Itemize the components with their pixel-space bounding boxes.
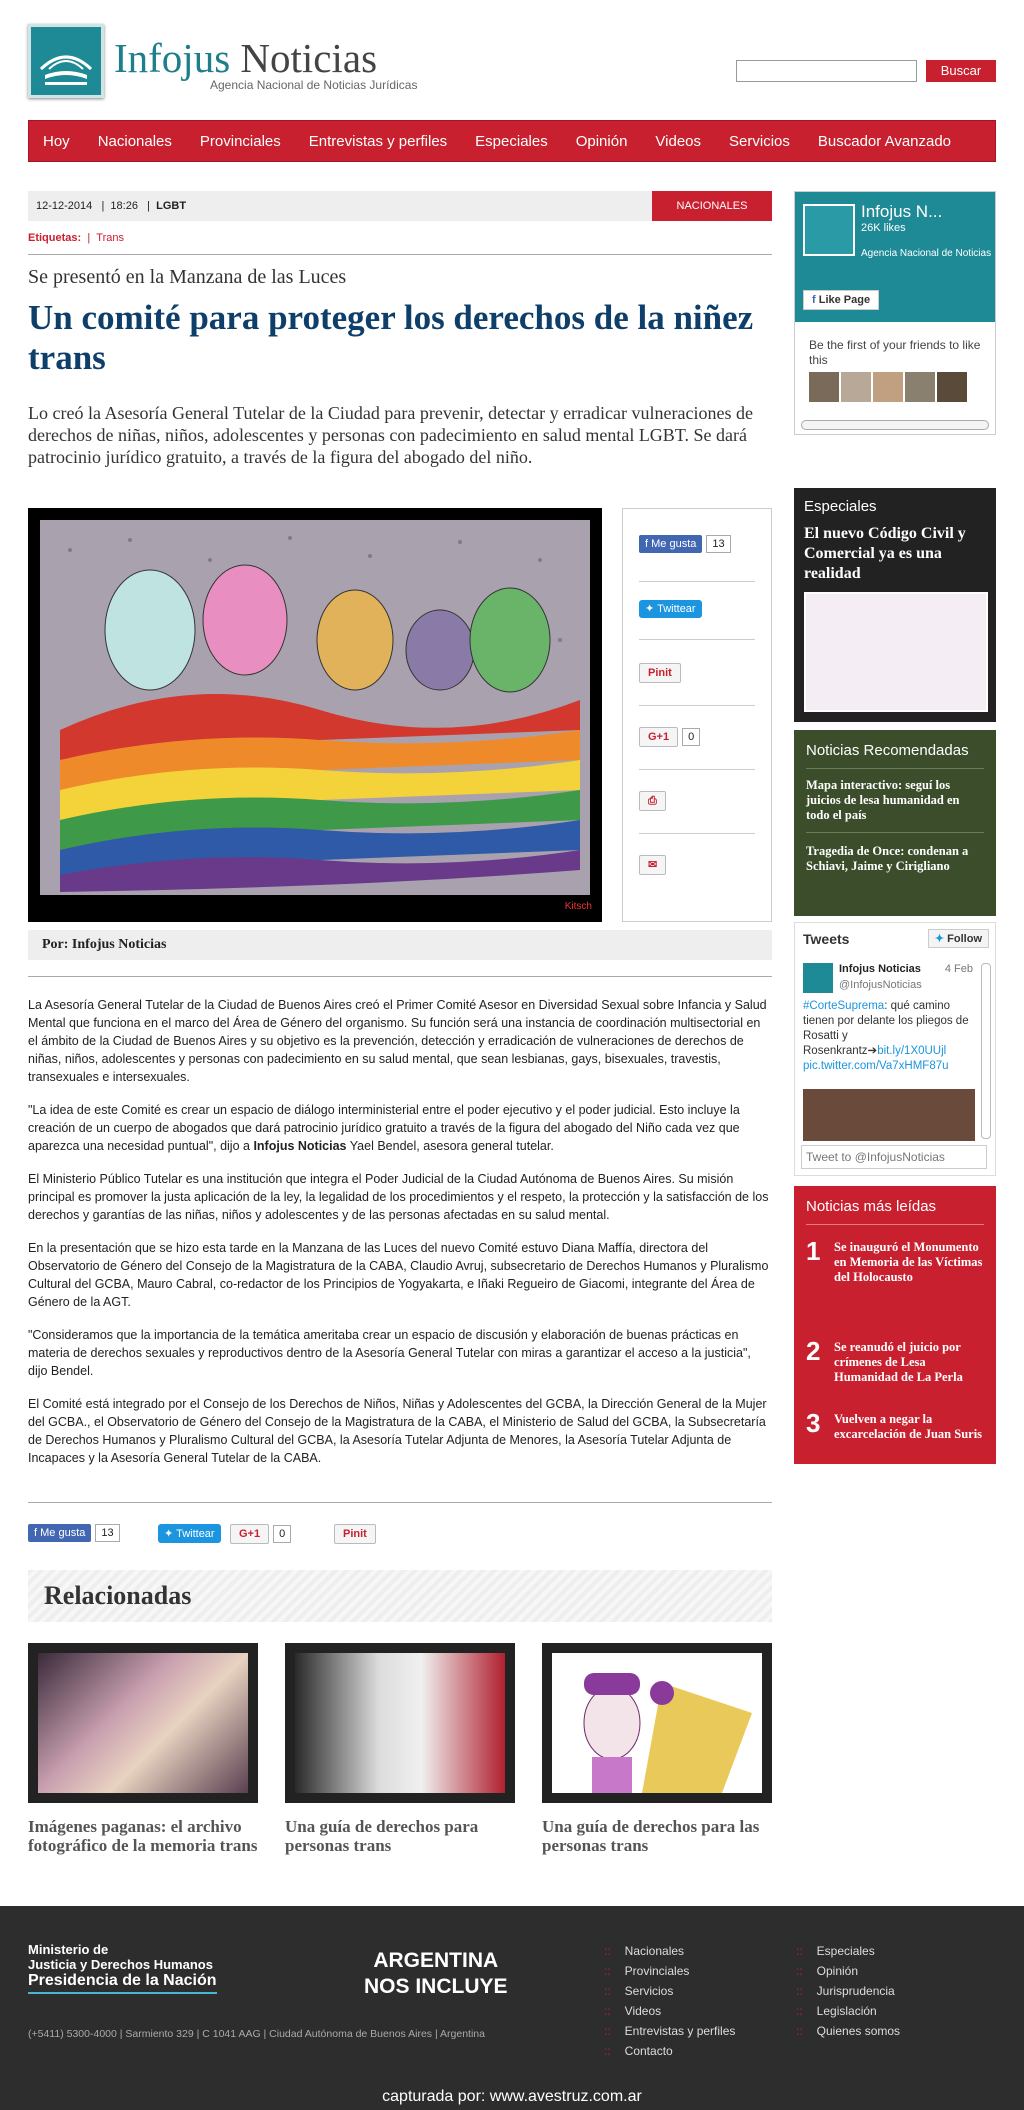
google-plus-count: 0 [273,1525,291,1543]
argentina-nos-incluye-logo: ARGENTINA NOS INCLUYE [364,1949,508,1998]
facebook-page-name[interactable]: Infojus N... [861,202,943,221]
facebook-like-button[interactable]: f Me gusta [28,1524,91,1542]
footer-link[interactable]: :: Legislación [796,2004,877,2018]
facebook-page-sub: Agencia Nacional de Noticias [861,248,992,259]
google-plus-button[interactable]: G+1 [639,727,678,747]
capture-caption: capturada por: www.avestruz.com.ar [382,2088,642,2105]
search-input[interactable] [736,60,917,82]
nav-item[interactable]: Especiales [475,132,548,150]
mas-leidas-heading: Noticias más leídas [806,1198,937,1215]
article-kicker: Se presentó en la Manzana de las Luces [28,266,347,288]
bottom-share-pinterest [334,1524,376,1544]
tweet-avatar[interactable] [803,963,833,993]
especiales-box [794,488,996,722]
tags-line: Etiquetas: | Trans [28,232,125,244]
twitter-timeline-widget [794,922,996,1176]
horizontal-scrollbar[interactable] [801,420,989,430]
article-meta-bar: 12-12-2014 | 18:26 | LGBT [28,191,652,221]
body-paragraph: El Ministerio Público Tutelar es una institución que integra el Poder Judicial de la Ciudad Autónoma de Buenos Aires. Su misión principal es promover la justa aplicación de la ley, la legalidad de los procedimientos y el respeto, la protección y la satisfacción de los derechos y garantías de las niñas, niños y adolescentes y de las personas afectadas en su salud mental. [28,1172,769,1222]
image-credit: Kitsch [564,901,592,912]
related-item[interactable] [28,1643,258,1855]
especiales-image[interactable] [804,592,988,712]
pinterest-pin-button[interactable]: Pinit [639,663,681,683]
bottom-share-facebook [28,1524,120,1542]
pinterest-pin-button[interactable]: Pinit [334,1524,376,1544]
facebook-icon: f [645,538,652,550]
nav-item[interactable]: Nacionales [97,132,172,150]
nav-item[interactable]: Provinciales [199,132,281,150]
related-title[interactable]: Una guía de derechos para las personas trans [542,1817,760,1855]
bullet-icon: :: [796,1944,803,1958]
bullet-icon: :: [796,1964,803,1978]
twitter-tweet-button[interactable]: ✦ Twittear [639,600,702,618]
related-thumbnail[interactable] [285,1643,515,1803]
bullet-icon: :: [796,2024,803,2038]
nav-item[interactable]: Buscador Avanzado [817,132,952,150]
nav-item[interactable]: Hoy [43,132,70,150]
rainbow-flag-illustration [40,520,590,895]
byline: Por: Infojus Noticias [28,930,772,960]
especiales-title[interactable]: El nuevo Código Civil y Comercial ya es una realidad [804,525,966,582]
facebook-page-cover[interactable] [795,192,995,322]
article-time: 18:26 [110,200,138,212]
divider [28,254,772,255]
footer-link[interactable]: :: Quienes somos [796,2024,901,2038]
mas-leidas-box: Noticias más leídas 1 Se inauguró el Monumento en Memoria de las Víctimas del Holocausto 2 Se reanudó el juicio por crímenes de Lesa Humanidad de La Perla 3 Vuelven a negar la excarcelación de Juan Suris [794,1186,996,1464]
related-thumbnail[interactable] [542,1643,772,1803]
printer-icon: ⎙ [648,795,657,807]
body-paragraph: En la presentación que se hizo esta tarde en la Manzana de las Luces del nuevo Comité estuvo Diana Maffía, directora del Observatorio de Género del Consejo de la Magistratura de la CABA, Claudio Avruj, subsecretario de Derechos Humanos y Pluralismo Cultural del GCBA, Mauro Cabral, co-redactor de los Principios de Yogyakarta, e Iñaki Regueiro de Giacomi, integrante del Área de Género de la AGT. [28,1241,769,1309]
footer-links-col-1 [604,1944,735,2064]
recomendadas-box [794,730,996,916]
tweets-heading: Tweets [803,931,850,947]
facebook-friends-text: Be the first of your friends to like this [809,338,981,367]
footer-link[interactable]: :: Especiales [796,1944,875,1958]
facebook-like-page-button[interactable]: f Like Page [803,290,879,310]
article-tag[interactable]: LGBT [156,200,187,212]
footer-link[interactable]: :: Opinión [796,1964,859,1978]
twitter-bird-icon: ✦ [164,1528,177,1540]
body-paragraph: "Consideramos que la importancia de la temática ameritaba crear un espacio de discusión y elaboración de buenas prácticas en materia de derechos sexuales y reproductivos dentro de la Asesoría General Tutelar con miras a garantizar el acceso a la justicia", dijo Bendel. [28,1328,751,1378]
especiales-heading: Especiales [804,498,877,515]
envelope-icon: ✉ [648,859,658,871]
body-paragraph: La Asesoría General Tutelar de la Ciudad de Buenos Aires creó el Primer Comité Asesor en Diversidad Sexual sobre Infancia y Salud Mental que funciona en el marco del Área de Género del organismo. Su función será una instancia de coordinación multisectorial en el ámbito de la Ciudad de Buenos Aires y su objetivo es la prevención, detección y erradicación de vulneraciones de derechos de niñas, niños, adolescentes y personas con padecimiento en su salud mental, que sean lesbianas, gays, bisexuales, travestis, transexuales e intersexuales. [28,998,767,1084]
bullet-icon: :: [604,1964,611,1978]
footer-address: (+5411) 5300-4000 | Sarmiento 329 | C 1041 AAG | Ciudad Autónoma de Buenos Aires | Argentina [28,2028,485,2040]
main-nav [28,120,996,162]
body-paragraph: El Comité está integrado por el Consejo de los Derechos de Niños, Niñas y Adolescentes del GCBA, la Dirección General de la Mujer del GCBA., el Observatorio de Género del Consejo de la Magistratura de la CABA, el Ministerio de Salud del GCBA, la Subsecretaría de Derechos Humanos y Pluralismo Cultural del GCBA, la Asesoría Tutelar Adjunta de Menores, la Asesoría Tutelar Adjunta de Incapaces y la Asesoría General Tutelar de la CABA. [28,1397,767,1465]
article-image [28,508,602,922]
tweet-to-input[interactable]: Tweet to @InfojusNoticias [801,1145,987,1169]
divider [28,1502,772,1503]
bullet-icon: :: [604,2044,611,2058]
article-body [28,996,772,1482]
vertical-scrollbar[interactable] [981,963,991,1139]
related-heading: Relacionadas [28,1570,772,1622]
article-date: 12-12-2014 [36,200,93,212]
footer-link[interactable]: :: Nacionales [604,1944,685,1958]
article-lead: Lo creó la Asesoría General Tutelar de la Ciudad para prevenir, detectar y erradicar vulneraciones de derechos de niñas, niños, adolescentes y personas con padecimiento en salud mental LGBT. Se dará patrocinio jurídico gratuito, a través de la figura del abogado del niño. [28,403,753,467]
facebook-page-likes: 26K likes [861,222,906,234]
facebook-icon: f [812,294,819,306]
tags-label: Etiquetas: [28,232,82,244]
bullet-icon: :: [604,2024,611,2038]
footer-link[interactable]: :: Provinciales [604,1964,690,1978]
facebook-like-count: 13 [95,1524,119,1542]
email-button[interactable] [639,855,666,875]
bullet-icon: :: [604,1984,611,1998]
footer-link[interactable]: :: Jurisprudencia [796,1984,895,1998]
body-paragraph: "La idea de este Comité es crear un espacio de diálogo interministerial entre el poder ejecutivo y el poder judicial. Esto incluye la creación de un cuerpo de abogados que dará patrocinio jurídico gratuito a través de la figura del abogado del Niño cada vez que aparezca una necesidad puntual", dijo a Infojus Noticias Yael Bendel, asesora general tutelar. [28,1103,740,1153]
tweet-photo[interactable] [803,1089,975,1141]
ministerio-logo[interactable]: Ministerio de Justicia y Derechos Humanos [28,1942,213,1972]
facebook-friend-faces [809,372,967,402]
footer-links-col-2 [796,1944,900,2044]
tweet-date[interactable]: 4 Feb [944,963,973,975]
print-button[interactable] [639,791,666,811]
site-logo[interactable] [28,24,418,100]
related-title[interactable]: Una guía de derechos para personas trans [285,1817,479,1855]
facebook-icon: f [34,1527,41,1539]
tweet-author[interactable]: Infojus Noticias [839,963,921,975]
bullet-icon: :: [796,2004,803,2018]
site-footer [0,1906,1024,2110]
related-item[interactable] [542,1643,772,1855]
google-plus-count: 0 [682,728,700,746]
page-logo-icon [803,204,855,256]
share-column [622,508,772,922]
twitter-bird-icon: ✦ [645,603,658,615]
facebook-page-widget [794,191,996,435]
article-title: Un comité para proteger los derechos de la niñez trans [28,298,754,377]
nav-item[interactable]: Opinión [575,132,628,150]
bullet-icon: :: [604,1944,611,1958]
bottom-share-gplus [230,1524,291,1544]
related-item[interactable] [285,1643,515,1855]
facebook-like-button[interactable]: f Me gusta [639,535,702,553]
facebook-like-count: 13 [706,535,730,553]
twitter-bird-icon: ✦ [934,933,948,945]
divider [28,976,772,977]
twitter-tweet-button[interactable]: ✦ Twittear [158,1524,221,1543]
bullet-icon: :: [796,1984,803,1998]
section-badge-nacionales[interactable]: NACIONALES [652,191,772,221]
tweet-text: #CorteSuprema: qué camino tienen por delante los pliegos de Rosatti y Rosenkrantz➔bit.ly/1X0UUjl pic.twitter.com/Va7xHMF87u [803,1000,969,1072]
logo-name: Infojus Noticias [114,35,378,81]
nav-item[interactable]: Entrevistas y perfiles [308,132,448,150]
tweet-handle: @InfojusNoticias [839,979,922,991]
search-button[interactable]: Buscar [926,60,996,82]
logo-emblem-icon [28,24,104,98]
google-plus-button[interactable]: G+1 [230,1524,269,1544]
related-title[interactable]: Imágenes paganas: el archivo fotográfico de la memoria trans [28,1817,258,1855]
recomendadas-heading: Noticias Recomendadas [806,742,969,759]
related-thumbnail[interactable] [28,1643,258,1803]
tag-link-trans[interactable]: Trans [96,232,125,244]
footer-link[interactable]: :: Servicios [604,1984,674,1998]
footer-link[interactable]: :: Videos [604,2004,662,2018]
bottom-share-twitter [158,1524,221,1543]
logo-tagline: Agencia Nacional de Noticias Jurídicas [210,78,418,92]
recomendada-link[interactable]: Mapa interactivo: seguí los juicios de lesa humanidad en todo el país [806,778,960,822]
twitter-follow-button[interactable]: ✦ Follow [928,929,989,948]
bullet-icon: :: [604,2004,611,2018]
footer-link[interactable]: :: Entrevistas y perfiles [604,2024,736,2038]
nav-item[interactable]: Servicios [729,132,790,150]
nav-item[interactable]: Videos [655,132,702,150]
footer-link[interactable]: :: Contacto [604,2044,673,2058]
presidencia-logo[interactable]: Presidencia de la Nación [28,1972,217,1994]
recomendada-link[interactable]: Tragedia de Once: condenan a Schiavi, Jaime y Cirigliano [806,844,969,873]
